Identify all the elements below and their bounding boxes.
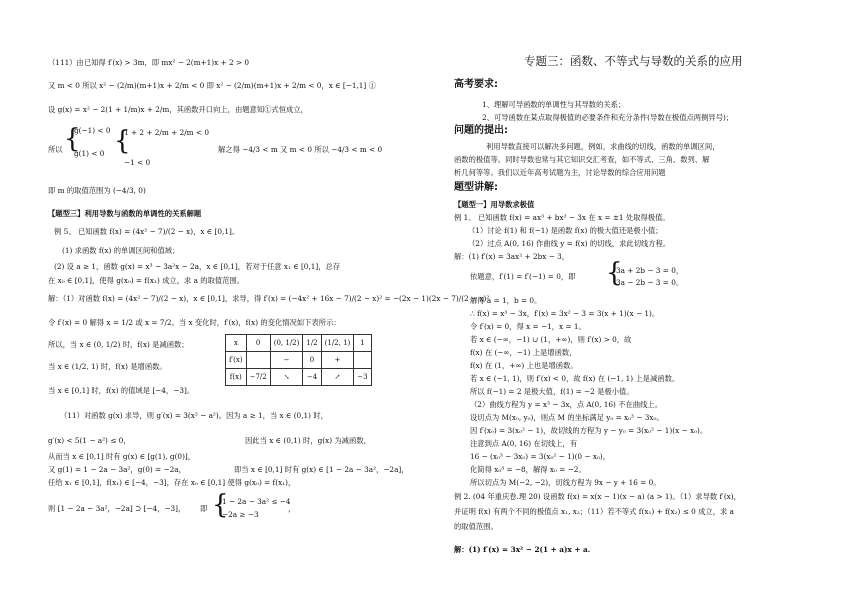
text-line: −1 < 0 bbox=[124, 158, 151, 167]
text-line: 在 x₀ ∈ [0,1]，使得 g(x₀) = f(x₁) 成立，求 a 的取值范围。 bbox=[48, 276, 245, 285]
table-cell bbox=[246, 352, 270, 369]
text-line: 从而当 x ∈ [0,1] 时有 g(x) ∈ [g(1), g(0)]， bbox=[48, 452, 196, 461]
table-cell: −4 bbox=[303, 369, 321, 386]
section-heading: 【题型三】利用导数与函数的单调性的关系解题 bbox=[48, 209, 202, 218]
text-line: 解：(1) f′(x) = 3ax² + 2bx − 3， bbox=[454, 252, 570, 261]
variation-table bbox=[225, 334, 372, 386]
text-line: （1）讨论 f(1) 和 f(−1) 是函数 f(x) 的极大值还是极小值； bbox=[468, 226, 663, 235]
section-heading: 题型讲解: bbox=[454, 182, 498, 193]
text-line: 所以 f(−1) = 2 是极大值，f(1) = −2 是极小值。 bbox=[470, 387, 634, 396]
text-line: 利用导数直接可以解决多问题，例如，求曲线的切线，函数的单调区间， bbox=[486, 142, 720, 151]
table-cell: −7/2 bbox=[246, 369, 270, 386]
text-line: ∴ f(x) = x³ − 3x，f′(x) = 3x² − 3 = 3(x + 1)(x − 1)。 bbox=[470, 309, 660, 318]
table-cell: 0 bbox=[246, 335, 270, 352]
section-heading: 问题的提出: bbox=[454, 125, 508, 136]
text-line: （11）对函数 g(x) 求导，则 g′(x) = 3(x² − a²)。因为 a ≥ 1，当 x ∈ (0,1) 时， bbox=[60, 411, 328, 420]
table-cell: ↗ bbox=[321, 369, 354, 386]
text-line: 因此当 x ∈ (0,1) 时，g(x) 为减函数， bbox=[245, 436, 371, 445]
table-cell: f(x) bbox=[226, 369, 247, 386]
text-line: 若 x ∈ (−∞，−1) ∪ (1，+∞)，则 f′(x) > 0，故 bbox=[470, 335, 632, 344]
text-line: 解得 a = 1，b = 0。 bbox=[470, 296, 542, 305]
text-line: 16 − (x₀³ − 3x₀) = 3(x₀² − 1)(0 − x₀)， bbox=[470, 452, 611, 461]
table-cell: 0 bbox=[303, 352, 321, 369]
text-line: 又 m < 0 所以 x² − (2/m)(m+1)x + 2/m < 0 即 x² − (2/m)(m+1)x + 2/m < 0，x ∈ [−1,1] ① bbox=[48, 81, 376, 90]
text-line: 当 x ∈ (1/2, 1) 时，f(x) 是增函数。 bbox=[48, 362, 167, 371]
text-line: 化简得 x₀³ = −8，解得 x₀ = −2。 bbox=[470, 465, 586, 474]
text-line: 3a − 2b − 3 = 0。 bbox=[616, 278, 684, 287]
text-line: 当 x ∈ [0,1] 时，f(x) 的值域是 [−4，−3]。 bbox=[48, 386, 195, 395]
text-line: g(1) < 0 bbox=[74, 149, 105, 158]
section-heading: 高考要求: bbox=[454, 79, 498, 90]
table-cell: f′(x) bbox=[226, 352, 247, 369]
text-line: 即当 x ∈ [0,1] 时有 g(x) ∈ [1 − 2a − 3a²，−2a]， bbox=[234, 465, 409, 474]
text-line: 若 x ∈ (−1, 1)，则 f′(x) < 0，故 f(x) 在 (−1, 1) 上是减函数。 bbox=[470, 374, 680, 383]
text-line: 所以 bbox=[48, 145, 63, 154]
text-line: 解：（1）对函数 f(x) = (4x² − 7)/(2 − x)，x ∈ [0,1]，求导，得 f′(x) = (−4x² + 16x − 7)/(2 − x)² = −(2x − 1)(2x − 7)/(2 − x)² bbox=[48, 294, 490, 303]
table-cell: 1 bbox=[354, 335, 371, 352]
text-line: ， bbox=[288, 504, 296, 513]
text-line: （2）过点 A(0, 16) 作曲线 y = f(x) 的切线，求此切线方程。 bbox=[468, 239, 671, 248]
left-brace: { bbox=[64, 124, 81, 154]
table-cell: (1/2, 1) bbox=[321, 335, 354, 352]
text-line: 因 f′(x₀) = 3(x₀² − 1)，故切线的方程为 y − y₀ = 3(x₀² − 1)(x − x₀)。 bbox=[470, 426, 708, 435]
page-title: 专题三：函数、不等式与导数的关系的应用 bbox=[524, 54, 743, 68]
text-line: 例 5、 已知函数 f(x) = (4x² − 7)/(2 − x)，x ∈ [0,1]。 bbox=[54, 227, 240, 236]
table-cell: x bbox=[226, 335, 247, 352]
text-line: 设 g(x) = x² − 2(1 + 1/m)x + 2/m，其函数开口向上，由题意知①式恒成立， bbox=[48, 105, 308, 114]
table-cell: ↘ bbox=[270, 369, 303, 386]
text-line: 3a + 2b − 3 = 0， bbox=[616, 266, 684, 275]
text-line: 1、理解可导函数的单调性与其导数的关系； bbox=[482, 100, 626, 109]
text-line: f(x) 在 (1，+∞) 上也是增函数。 bbox=[470, 361, 578, 370]
text-line: f(x) 在 (−∞，−1) 上是增函数， bbox=[470, 348, 577, 357]
left-brace: { bbox=[212, 490, 229, 520]
table-row bbox=[226, 369, 372, 386]
text-line: −2a ≥ −3 bbox=[222, 510, 259, 519]
text-line: 则 [1 − 2a − 3a²，−2a] ⊃ [−4，−3]， bbox=[48, 504, 186, 513]
text-line: 2、可导函数在某点取得极值的必要条件和充分条件(导数在极值点两侧异号)； bbox=[482, 113, 734, 122]
text-line: 的取值范围。 bbox=[454, 522, 498, 531]
table-cell: (0, 1/2) bbox=[270, 335, 303, 352]
text-line: 1 + 2 + 2/m + 2/m < 0 bbox=[124, 128, 209, 137]
text-line: 令 f′(x) = 0 解得 x = 1/2 或 x = 7/2。当 x 变化时，f′(x)，f(x) 的变化情况如下表所示： bbox=[48, 318, 341, 327]
text-line: 注意到点 A(0, 16) 在切线上，有 bbox=[470, 439, 578, 448]
section-heading: 【题型一】用导数求极值 bbox=[454, 200, 535, 209]
table-cell: + bbox=[321, 352, 354, 369]
text-line: (1) 求函数 f(x) 的单调区间和值域； bbox=[62, 246, 180, 255]
text-line: 依题意，f′(1) = f′(−1) = 0，即 bbox=[470, 272, 576, 281]
table-cell: 1/2 bbox=[303, 335, 321, 352]
text-line: 即 m 的取值范围为 (−4/3, 0) bbox=[48, 186, 146, 195]
text-line: 任给 x₁ ∈ [0,1]，f(x₁) ∈ [−4，−3]，存在 x₀ ∈ [0,1] 使得 g(x₀) = f(x₁)， bbox=[48, 478, 296, 487]
text-line: 所以切点为 M(−2, −2)，切线方程为 9x − y + 16 = 0。 bbox=[470, 478, 661, 487]
text-line: 解：(1) f′(x) = 3x² − 2(1 + a)x + a. bbox=[454, 545, 591, 554]
table-row bbox=[226, 335, 372, 352]
table-cell: −3 bbox=[354, 369, 371, 386]
text-line: 所以，当 x ∈ (0, 1/2) 时，f(x) 是减函数； bbox=[48, 340, 189, 349]
table-cell bbox=[354, 352, 371, 369]
text-line: g′(x) < 5(1 − a²) ≤ 0， bbox=[48, 436, 131, 445]
text-line: 函数的极值等。同时导数也常与其它知识交汇考查，如不等式、三角、数列、解 bbox=[454, 155, 710, 164]
left-brace: { bbox=[114, 126, 131, 156]
text-line: （2）曲线方程为 y = x³ − 3x，点 A(0, 16) 不在曲线上。 bbox=[470, 400, 663, 409]
table-cell: − bbox=[270, 352, 303, 369]
text-line: 例 2. (04 年重庆卷.理 20) 设函数 f(x) = x(x − 1)(x − a) (a > 1)。（1）求导数 f′(x)， bbox=[454, 492, 741, 501]
text-line: 设切点为 M(x₀, y₀)，则点 M 的坐标满足 y₀ = x₀³ − 3x₀。 bbox=[470, 413, 664, 422]
text-line: 析几何等等。我们以近年高考试题为主，讨论导数的综合应用问题 bbox=[454, 168, 666, 177]
text-line: 并证明 f(x) 有两个不同的极值点 x₁, x₂；（11）若不等式 f(x₁) + f(x₂) ≤ 0 成立，求 a bbox=[454, 507, 734, 516]
text-line: 解之得 −4/3 < m 又 m < 0 所以 −4/3 < m < 0 bbox=[218, 145, 383, 154]
text-line: 又 g(1) = 1 − 2a − 3a²，g(0) = −2a， bbox=[48, 465, 186, 474]
text-line: g(−1) < 0 bbox=[74, 126, 111, 135]
left-brace: { bbox=[606, 258, 623, 288]
text-line: （111）由已知得 f′(x) > 3m，即 mx² − 2(m+1)x + 2 > 0 bbox=[48, 58, 250, 67]
table-row bbox=[226, 352, 372, 369]
text-line: 令 f′(x) = 0，得 x = −1，x = 1。 bbox=[470, 322, 586, 331]
text-line: 例 1、 已知函数 f(x) = ax³ + bx² − 3x 在 x = ±1 处取得极值。 bbox=[454, 213, 670, 222]
text-line: 1 − 2a − 3a² ≤ −4 bbox=[222, 497, 291, 506]
text-line: 即 bbox=[200, 504, 208, 513]
text-line: (2) 设 a ≥ 1，函数 g(x) = x³ − 3a²x − 2a，x ∈ [0,1]，若对于任意 x₁ ∈ [0,1]，总存 bbox=[54, 262, 341, 271]
